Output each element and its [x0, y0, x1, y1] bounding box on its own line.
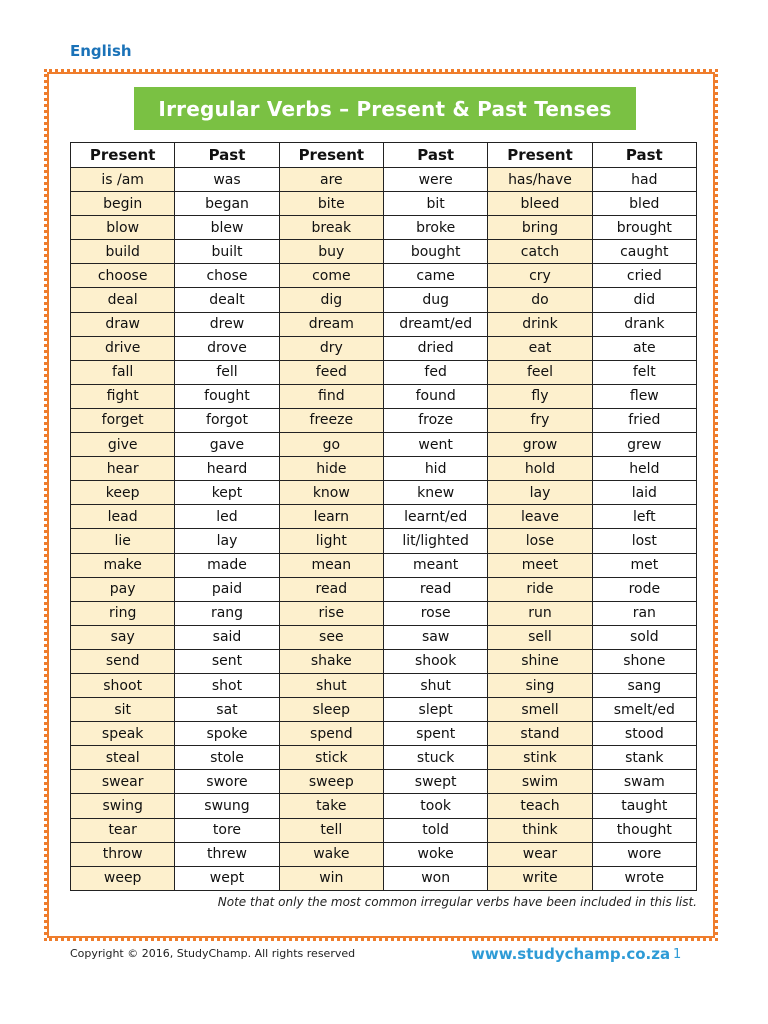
table-row	[71, 240, 697, 264]
table-row	[71, 794, 697, 818]
past-verb-cell: shot	[175, 673, 279, 697]
past-verb-cell: swore	[175, 770, 279, 794]
present-verb-cell: eat	[488, 336, 592, 360]
present-verb-cell: send	[71, 649, 175, 673]
present-verb-cell: bleed	[488, 192, 592, 216]
present-verb-cell: swim	[488, 770, 592, 794]
table-row	[71, 216, 697, 240]
past-verb-cell: lay	[175, 529, 279, 553]
past-verb-cell: drove	[175, 336, 279, 360]
past-verb-cell: dug	[383, 288, 487, 312]
present-verb-cell: say	[71, 625, 175, 649]
past-verb-cell: wrote	[592, 866, 696, 890]
present-verb-cell: buy	[279, 240, 383, 264]
table-row	[71, 746, 697, 770]
present-verb-cell: spend	[279, 722, 383, 746]
past-verb-cell: dreamt/ed	[383, 312, 487, 336]
present-verb-cell: drink	[488, 312, 592, 336]
present-verb-cell: tear	[71, 818, 175, 842]
present-verb-cell: drive	[71, 336, 175, 360]
present-verb-cell: meet	[488, 553, 592, 577]
present-verb-cell: draw	[71, 312, 175, 336]
past-verb-cell: meant	[383, 553, 487, 577]
present-verb-cell: freeze	[279, 408, 383, 432]
present-verb-cell: wake	[279, 842, 383, 866]
present-verb-cell: run	[488, 601, 592, 625]
past-verb-cell: laid	[592, 481, 696, 505]
present-verb-cell: pay	[71, 577, 175, 601]
present-verb-cell: swear	[71, 770, 175, 794]
past-verb-cell: chose	[175, 264, 279, 288]
present-verb-cell: hold	[488, 457, 592, 481]
past-verb-cell: came	[383, 264, 487, 288]
present-verb-cell: write	[488, 866, 592, 890]
past-verb-cell: read	[383, 577, 487, 601]
past-verb-cell: ran	[592, 601, 696, 625]
present-verb-cell: shine	[488, 649, 592, 673]
past-verb-cell: stuck	[383, 746, 487, 770]
present-verb-cell: know	[279, 481, 383, 505]
past-verb-cell: kept	[175, 481, 279, 505]
past-verb-cell: shone	[592, 649, 696, 673]
past-verb-cell: smelt/ed	[592, 698, 696, 722]
present-verb-cell: see	[279, 625, 383, 649]
present-verb-cell: wear	[488, 842, 592, 866]
column-header-present: Present	[71, 143, 175, 168]
table-note: Note that only the most common irregular verbs have been included in this list.	[217, 895, 697, 909]
past-verb-cell: froze	[383, 408, 487, 432]
present-verb-cell: dry	[279, 336, 383, 360]
present-verb-cell: fry	[488, 408, 592, 432]
present-verb-cell: give	[71, 433, 175, 457]
present-verb-cell: grow	[488, 433, 592, 457]
present-verb-cell: sell	[488, 625, 592, 649]
present-verb-cell: dig	[279, 288, 383, 312]
past-verb-cell: ate	[592, 336, 696, 360]
present-verb-cell: has/have	[488, 168, 592, 192]
present-verb-cell: lose	[488, 529, 592, 553]
table-row	[71, 649, 697, 673]
present-verb-cell: feel	[488, 360, 592, 384]
past-verb-cell: felt	[592, 360, 696, 384]
page-title: Irregular Verbs – Present & Past Tenses	[158, 96, 612, 121]
past-verb-cell: taught	[592, 794, 696, 818]
present-verb-cell: make	[71, 553, 175, 577]
present-verb-cell: sweep	[279, 770, 383, 794]
past-verb-cell: forgot	[175, 408, 279, 432]
title-banner	[134, 87, 636, 130]
present-verb-cell: tell	[279, 818, 383, 842]
past-verb-cell: sold	[592, 625, 696, 649]
past-verb-cell: woke	[383, 842, 487, 866]
present-verb-cell: do	[488, 288, 592, 312]
past-verb-cell: stank	[592, 746, 696, 770]
past-verb-cell: wore	[592, 842, 696, 866]
past-verb-cell: began	[175, 192, 279, 216]
website-link[interactable]: www.studychamp.co.za	[471, 945, 671, 963]
present-verb-cell: find	[279, 384, 383, 408]
present-verb-cell: shoot	[71, 673, 175, 697]
page-number: 1	[673, 947, 682, 962]
table-row	[71, 601, 697, 625]
present-verb-cell: go	[279, 433, 383, 457]
present-verb-cell: blow	[71, 216, 175, 240]
present-verb-cell: cry	[488, 264, 592, 288]
present-verb-cell: speak	[71, 722, 175, 746]
table-row	[71, 264, 697, 288]
present-verb-cell: deal	[71, 288, 175, 312]
present-verb-cell: leave	[488, 505, 592, 529]
present-verb-cell: catch	[488, 240, 592, 264]
past-verb-cell: swept	[383, 770, 487, 794]
table-row	[71, 625, 697, 649]
past-verb-cell: dried	[383, 336, 487, 360]
past-verb-cell: dealt	[175, 288, 279, 312]
past-verb-cell: thought	[592, 818, 696, 842]
verbs-table-body	[71, 168, 697, 891]
present-verb-cell: fall	[71, 360, 175, 384]
table-row	[71, 168, 697, 192]
table-row	[71, 457, 697, 481]
past-verb-cell: had	[592, 168, 696, 192]
past-verb-cell: took	[383, 794, 487, 818]
present-verb-cell: light	[279, 529, 383, 553]
past-verb-cell: met	[592, 553, 696, 577]
present-verb-cell: sit	[71, 698, 175, 722]
present-verb-cell: win	[279, 866, 383, 890]
present-verb-cell: shake	[279, 649, 383, 673]
present-verb-cell: think	[488, 818, 592, 842]
past-verb-cell: fell	[175, 360, 279, 384]
table-row	[71, 842, 697, 866]
present-verb-cell: come	[279, 264, 383, 288]
table-row	[71, 433, 697, 457]
column-header-present: Present	[279, 143, 383, 168]
past-verb-cell: was	[175, 168, 279, 192]
past-verb-cell: bled	[592, 192, 696, 216]
present-verb-cell: break	[279, 216, 383, 240]
present-verb-cell: choose	[71, 264, 175, 288]
past-verb-cell: rang	[175, 601, 279, 625]
table-row	[71, 529, 697, 553]
present-verb-cell: fly	[488, 384, 592, 408]
column-header-present: Present	[488, 143, 592, 168]
present-verb-cell: ring	[71, 601, 175, 625]
present-verb-cell: teach	[488, 794, 592, 818]
table-row	[71, 384, 697, 408]
present-verb-cell: stand	[488, 722, 592, 746]
table-row	[71, 505, 697, 529]
table-row	[71, 408, 697, 432]
column-header-past: Past	[383, 143, 487, 168]
past-verb-cell: spent	[383, 722, 487, 746]
present-verb-cell: bring	[488, 216, 592, 240]
present-verb-cell: take	[279, 794, 383, 818]
present-verb-cell: keep	[71, 481, 175, 505]
present-verb-cell: bite	[279, 192, 383, 216]
past-verb-cell: hid	[383, 457, 487, 481]
present-verb-cell: sing	[488, 673, 592, 697]
past-verb-cell: slept	[383, 698, 487, 722]
past-verb-cell: paid	[175, 577, 279, 601]
present-verb-cell: swing	[71, 794, 175, 818]
past-verb-cell: stood	[592, 722, 696, 746]
past-verb-cell: stole	[175, 746, 279, 770]
table-row	[71, 866, 697, 890]
present-verb-cell: weep	[71, 866, 175, 890]
past-verb-cell: drank	[592, 312, 696, 336]
present-verb-cell: sleep	[279, 698, 383, 722]
past-verb-cell: lit/lighted	[383, 529, 487, 553]
table-row	[71, 288, 697, 312]
past-verb-cell: bit	[383, 192, 487, 216]
table-row	[71, 481, 697, 505]
past-verb-cell: made	[175, 553, 279, 577]
present-verb-cell: forget	[71, 408, 175, 432]
past-verb-cell: grew	[592, 433, 696, 457]
past-verb-cell: drew	[175, 312, 279, 336]
past-verb-cell: caught	[592, 240, 696, 264]
past-verb-cell: bought	[383, 240, 487, 264]
past-verb-cell: swung	[175, 794, 279, 818]
past-verb-cell: swam	[592, 770, 696, 794]
present-verb-cell: throw	[71, 842, 175, 866]
past-verb-cell: flew	[592, 384, 696, 408]
past-verb-cell: knew	[383, 481, 487, 505]
present-verb-cell: build	[71, 240, 175, 264]
past-verb-cell: rode	[592, 577, 696, 601]
table-header-row	[71, 143, 697, 168]
past-verb-cell: left	[592, 505, 696, 529]
past-verb-cell: lost	[592, 529, 696, 553]
table-row	[71, 360, 697, 384]
present-verb-cell: smell	[488, 698, 592, 722]
present-verb-cell: stick	[279, 746, 383, 770]
present-verb-cell: stink	[488, 746, 592, 770]
present-verb-cell: begin	[71, 192, 175, 216]
past-verb-cell: sat	[175, 698, 279, 722]
present-verb-cell: fight	[71, 384, 175, 408]
past-verb-cell: learnt/ed	[383, 505, 487, 529]
present-verb-cell: lay	[488, 481, 592, 505]
present-verb-cell: read	[279, 577, 383, 601]
past-verb-cell: threw	[175, 842, 279, 866]
past-verb-cell: saw	[383, 625, 487, 649]
present-verb-cell: ride	[488, 577, 592, 601]
past-verb-cell: fried	[592, 408, 696, 432]
present-verb-cell: dream	[279, 312, 383, 336]
past-verb-cell: shook	[383, 649, 487, 673]
past-verb-cell: gave	[175, 433, 279, 457]
table-row	[71, 192, 697, 216]
past-verb-cell: did	[592, 288, 696, 312]
table-row	[71, 336, 697, 360]
past-verb-cell: heard	[175, 457, 279, 481]
present-verb-cell: hide	[279, 457, 383, 481]
past-verb-cell: won	[383, 866, 487, 890]
present-verb-cell: learn	[279, 505, 383, 529]
past-verb-cell: held	[592, 457, 696, 481]
past-verb-cell: fed	[383, 360, 487, 384]
table-row	[71, 722, 697, 746]
table-row	[71, 312, 697, 336]
past-verb-cell: rose	[383, 601, 487, 625]
past-verb-cell: sang	[592, 673, 696, 697]
present-verb-cell: is /am	[71, 168, 175, 192]
past-verb-cell: built	[175, 240, 279, 264]
past-verb-cell: tore	[175, 818, 279, 842]
past-verb-cell: brought	[592, 216, 696, 240]
past-verb-cell: said	[175, 625, 279, 649]
subject-heading: English	[70, 42, 132, 60]
table-row	[71, 770, 697, 794]
past-verb-cell: led	[175, 505, 279, 529]
table-row	[71, 553, 697, 577]
past-verb-cell: wept	[175, 866, 279, 890]
past-verb-cell: sent	[175, 649, 279, 673]
present-verb-cell: mean	[279, 553, 383, 577]
past-verb-cell: cried	[592, 264, 696, 288]
past-verb-cell: found	[383, 384, 487, 408]
present-verb-cell: hear	[71, 457, 175, 481]
column-header-past: Past	[592, 143, 696, 168]
verbs-table	[70, 142, 697, 891]
table-row	[71, 818, 697, 842]
table-row	[71, 577, 697, 601]
past-verb-cell: went	[383, 433, 487, 457]
present-verb-cell: steal	[71, 746, 175, 770]
present-verb-cell: are	[279, 168, 383, 192]
present-verb-cell: feed	[279, 360, 383, 384]
present-verb-cell: lead	[71, 505, 175, 529]
past-verb-cell: shut	[383, 673, 487, 697]
table-row	[71, 698, 697, 722]
table-row	[71, 673, 697, 697]
present-verb-cell: rise	[279, 601, 383, 625]
past-verb-cell: broke	[383, 216, 487, 240]
past-verb-cell: fought	[175, 384, 279, 408]
column-header-past: Past	[175, 143, 279, 168]
past-verb-cell: blew	[175, 216, 279, 240]
present-verb-cell: lie	[71, 529, 175, 553]
past-verb-cell: were	[383, 168, 487, 192]
past-verb-cell: told	[383, 818, 487, 842]
past-verb-cell: spoke	[175, 722, 279, 746]
copyright-text: Copyright © 2016, StudyChamp. All rights reserved	[70, 947, 356, 960]
present-verb-cell: shut	[279, 673, 383, 697]
